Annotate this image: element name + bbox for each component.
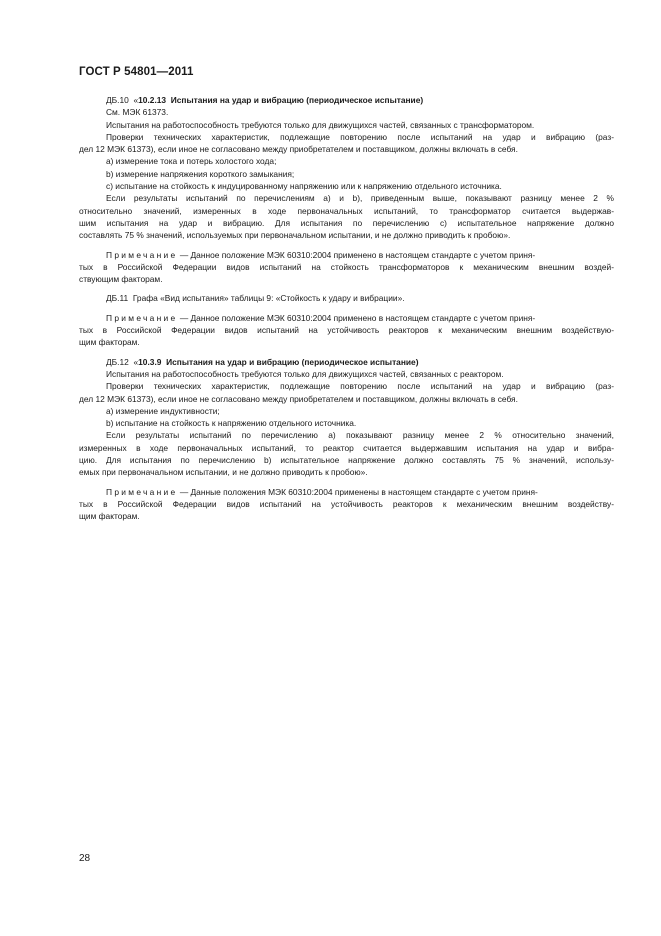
note-label: Примечание [106, 249, 178, 260]
db10-paragraph-2-line: Проверки технических характеристик, подлежащие повторению после испытаний на удар и вибрацию (раз- [106, 131, 614, 142]
page-number: 28 [79, 853, 91, 864]
db12-heading [79, 356, 614, 368]
db12-note-line [79, 486, 614, 498]
db10-paragraph-3-line: шим испытания на удар и вибрацию. Для испытания по перечислению с) испытательное напряжение должно [79, 217, 614, 228]
note-label: Примечание [106, 312, 178, 323]
db12-note-line: щим факторам. [79, 511, 140, 522]
db11-text: Графа «Вид испытания» таблицы 9: «Стойкость к удару и вибрации». [132, 293, 405, 304]
db10-label: ДБ.10 [106, 95, 129, 105]
db12-note-line: тых в Российской Федерации видов испытаний на устойчивость реакторов к механическим внешним воздейству- [79, 498, 614, 509]
db11-note-line: тых в Российской Федерации видов испытаний на устойчивость реакторов к механическим внешним воздействую- [79, 325, 614, 336]
db11-note-line [79, 312, 614, 324]
db10-note-line: тых в Российской Федерации видов испытаний на стойкость трансформаторов к механическим внешним воздей- [79, 261, 614, 272]
db12-heading-text: Испытания на удар и вибрацию (периодическое испытание) [166, 356, 419, 367]
db10-paragraph-1: Испытания на работоспособность требуются только для движущихся частей, связанных с трансформатором. [106, 119, 535, 130]
db11-note-line: щим факторам. [79, 337, 140, 348]
db12-paragraph-2-line: Проверки технических характеристик, подлежащие повторению после испытаний на удар и вибрацию (раз- [106, 381, 614, 392]
db11-paragraph [79, 292, 614, 304]
db12-clause-number: 10.3.9 [138, 356, 162, 367]
document-header: ГОСТ Р 54801—2011 [79, 66, 194, 78]
db10-paragraph-3-line: составлять 75 % значений, используемых при первоначальном испытании, и не должно приводить к пробою». [79, 230, 511, 241]
db12-open-quote: « [133, 356, 139, 367]
db12-list-item-b: b) испытание на стойкость к напряжению отдельного источника. [106, 418, 357, 429]
db10-heading [79, 94, 614, 106]
db12-paragraph-3-line: Если результаты испытаний по перечислению а) показывают разницу менее 2 % относительно значений, [106, 430, 614, 441]
db12-paragraph-3-line: цию. Для испытания по перечислению b) испытательное напряжение должно составлять 75 % значений, использу- [79, 455, 614, 466]
document-body [79, 94, 614, 523]
db10-reference: См. МЭК 61373. [106, 107, 169, 118]
db12-label: ДБ.12 [106, 356, 129, 367]
db12-paragraph-3-line: измеренных в ходе первоначальных испытаний, то реактор считается выдержавшим испытания на удар и вибра- [79, 442, 614, 453]
db10-paragraph-2-line: дел 12 МЭК 61373), если иное не согласовано между приобретателем и поставщиком, должны включать в себя. [79, 144, 518, 155]
db12-paragraph-1: Испытания на работоспособность требуются только для движущихся частей, связанных с реактором. [106, 368, 504, 379]
db12-paragraph-3-line: емых при первоначальном испытании, и не должно приводить к пробою». [79, 467, 368, 478]
db10-note-line: ствующим факторам. [79, 274, 163, 285]
db10-paragraph-3-line: Если результаты испытаний по перечислениям а) и b), приведенным выше, показывают разницу менее 2 % [106, 193, 614, 204]
db10-list-item-a: a) измерение тока и потерь холостого хода; [106, 156, 277, 167]
db10-clause-number: 10.2.13 [138, 95, 167, 105]
db12-list-item-a: a) измерение индуктивности; [106, 405, 220, 416]
db10-paragraph-3-line: относительно значений, измеренных в ходе первоначальных испытаний, то трансформатор считается выдержав- [79, 205, 614, 216]
db10-note-text: — Данное положение МЭК 60310:2004 применено в настоящем стандарте с учетом приня- [179, 249, 536, 260]
note-label: Примечание [106, 486, 178, 497]
db10-open-quote: « [133, 95, 139, 105]
db12-paragraph-2-line: дел 12 МЭК 61373), если иное не согласовано между приобретателем и поставщиком, должны включать в себя. [79, 393, 518, 404]
db10-list-item-b: b) измерение напряжения короткого замыкания; [106, 168, 295, 179]
db10-note-line [79, 249, 614, 261]
db11-label: ДБ.11 [106, 293, 129, 304]
db10-heading-text: Испытания на удар и вибрацию (периодическое испытание) [170, 95, 424, 105]
db12-note-text: — Данные положения МЭК 60310:2004 применены в настоящем стандарте с учетом приня- [179, 486, 538, 497]
db11-note-text: — Данное положение МЭК 60310:2004 применено в настоящем стандарте с учетом приня- [179, 312, 536, 323]
db10-list-item-c: c) испытание на стойкость к индуцированному напряжению или к напряжению отдельного источника. [106, 181, 502, 192]
